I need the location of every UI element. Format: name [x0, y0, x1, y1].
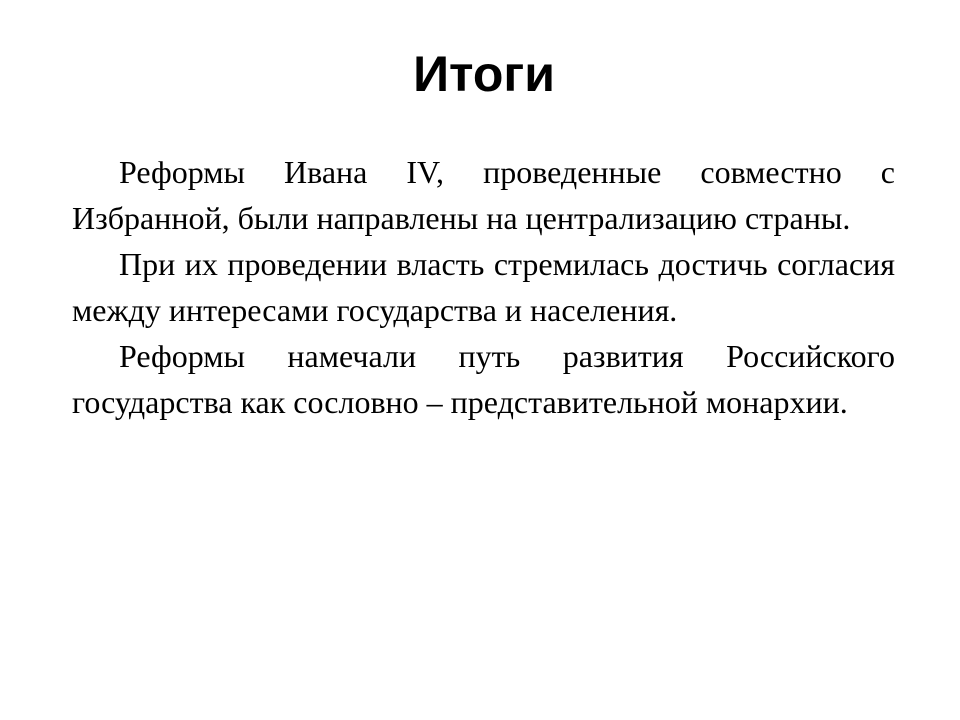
slide-body — [72, 149, 895, 425]
paragraph-state-population-agreement: При их проведении власть стремилась достичь согласия между интересами государства и населения. — [72, 246, 895, 328]
paragraph-estate-representative-monarchy: Реформы намечали путь развития Российского государства как сословно – представительной монархии. — [72, 338, 895, 420]
paragraph-reforms-centralization: Реформы Ивана IV, проведенные совместно с Избранной, были направлены на централизацию страны. — [72, 154, 895, 236]
slide-title: Итоги — [413, 46, 555, 102]
